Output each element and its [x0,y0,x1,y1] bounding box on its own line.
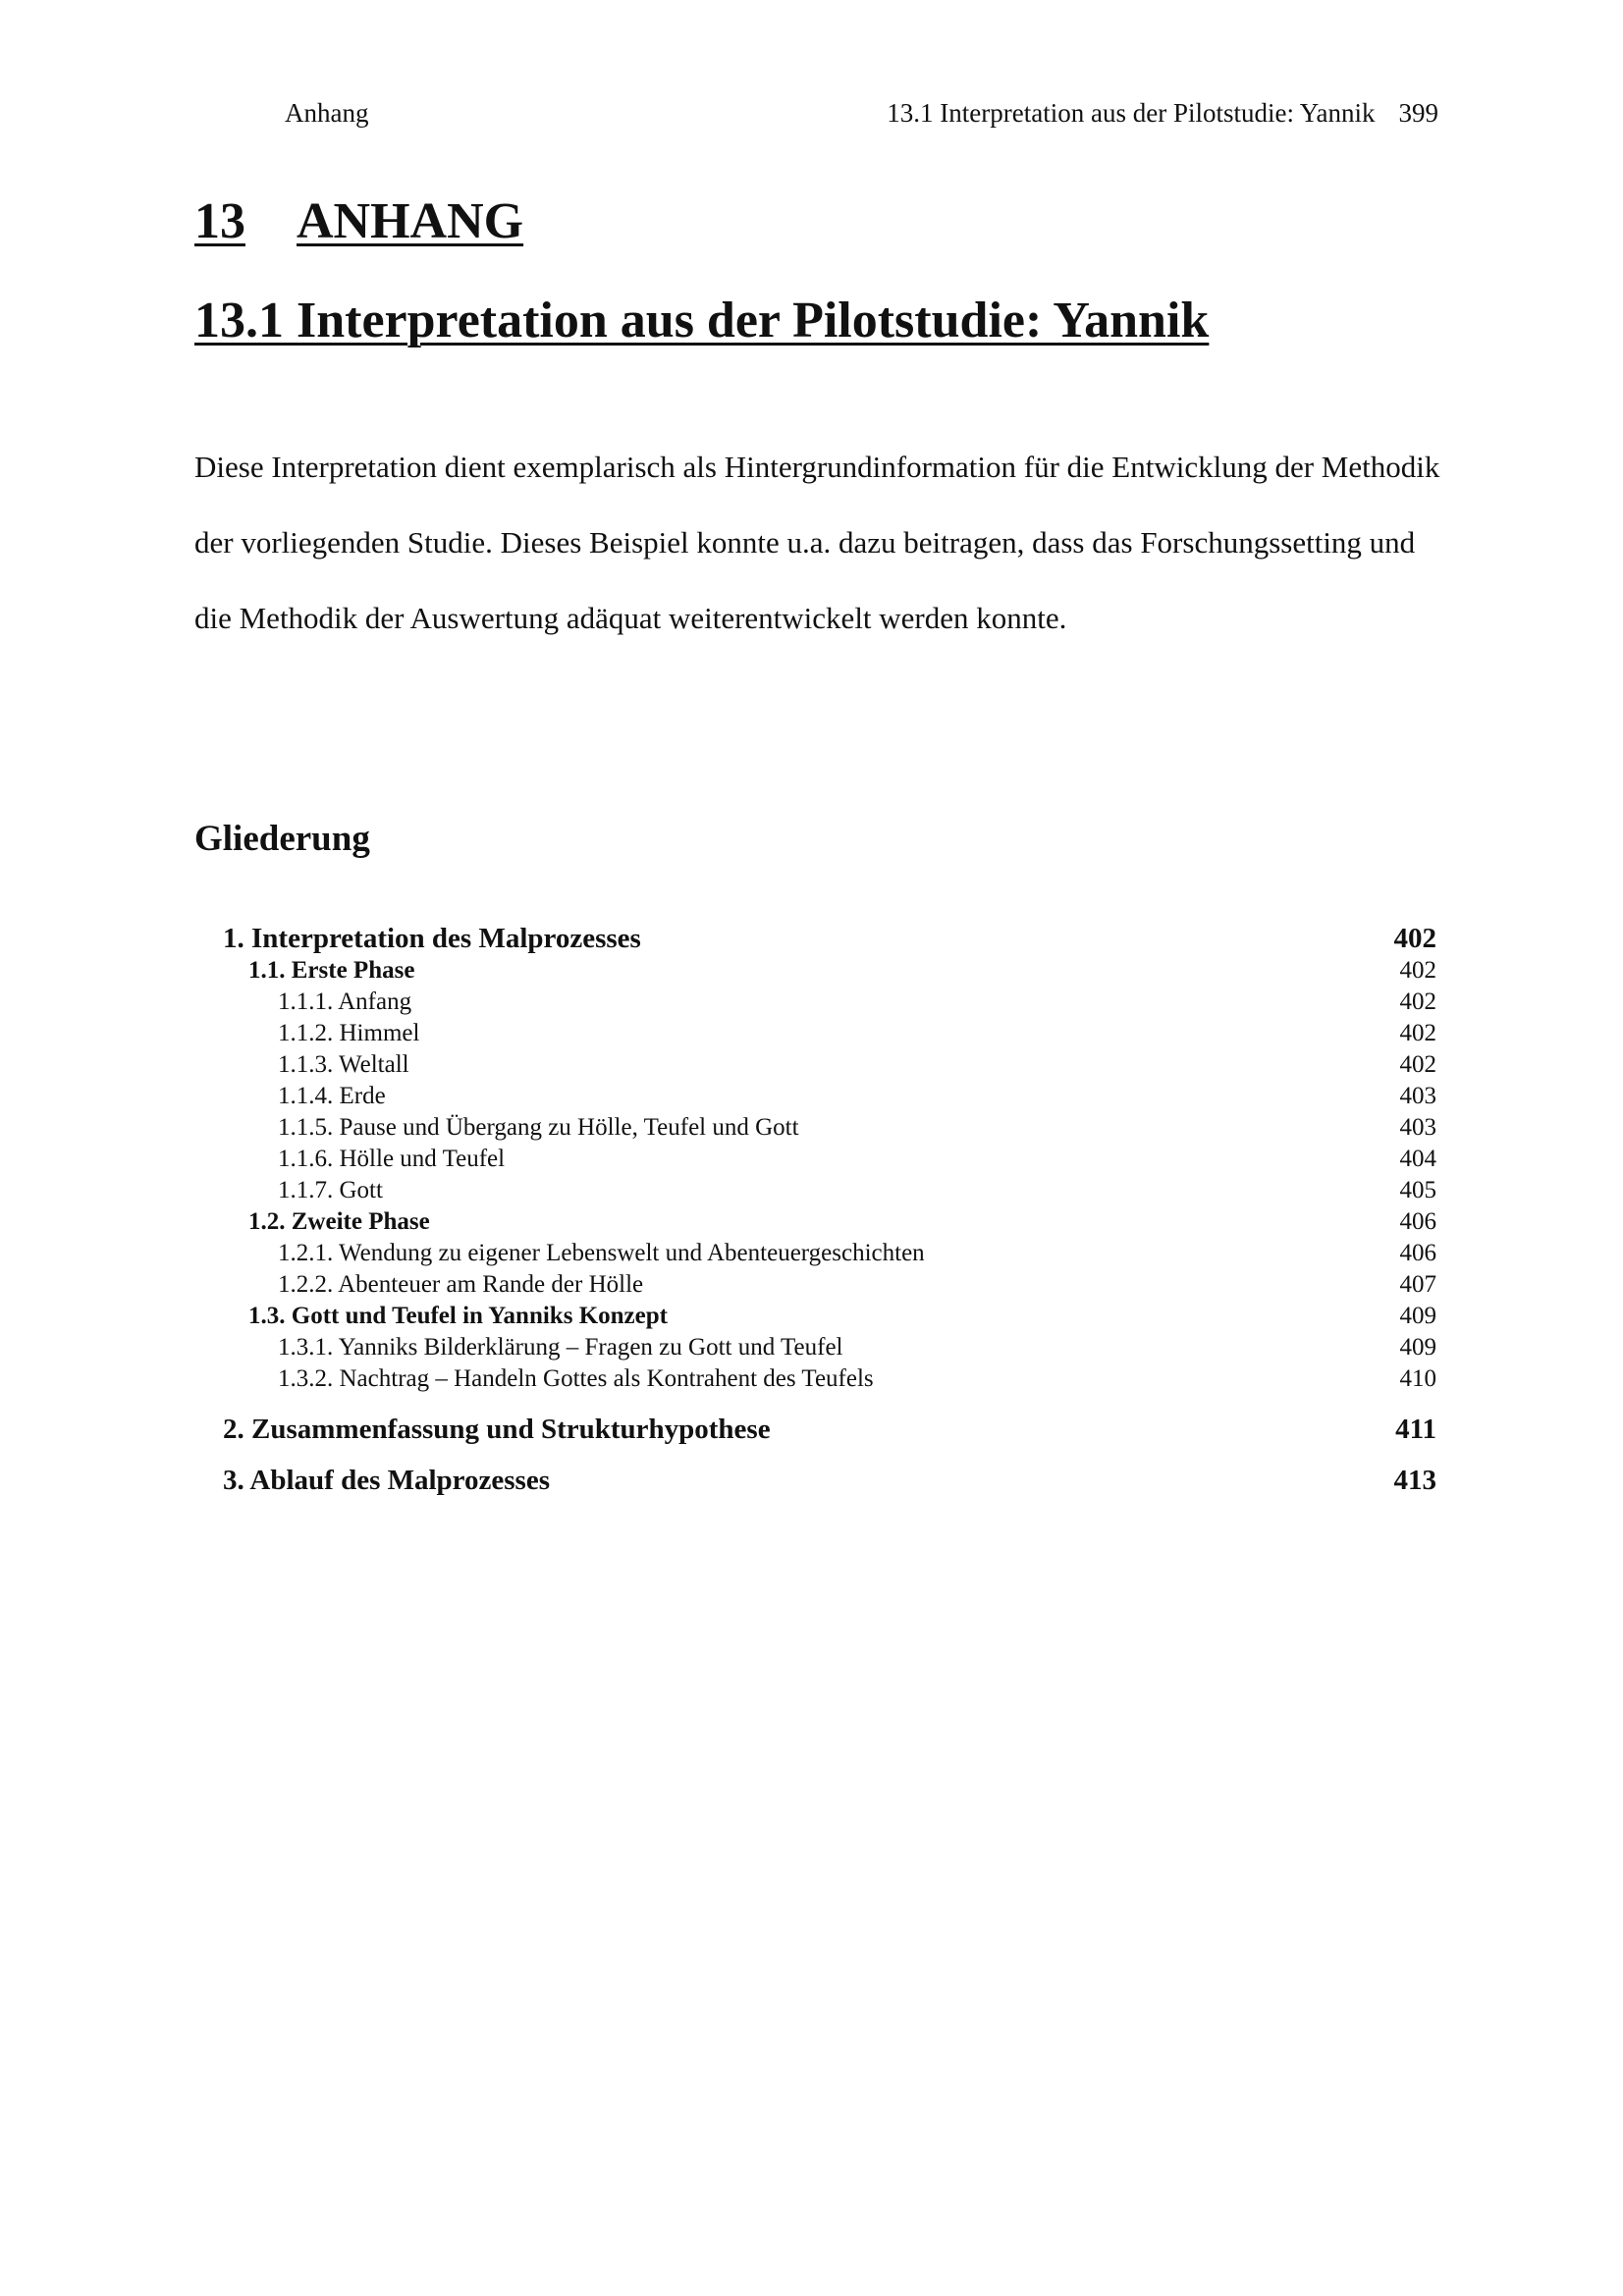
section-heading: 13.1 Interpretation aus der Pilotstudie: Yannik [194,293,1210,348]
toc-entry-title: 1.1. Erste Phase [248,957,415,984]
toc-entry-page: 403 [1399,1083,1436,1109]
chapter-title: ANHANG [297,193,524,249]
toc-entry-page: 402 [1399,1051,1436,1078]
gliederung-heading: Gliederung [194,819,370,859]
toc-entry-title: 1.1.4. Erde [278,1083,386,1109]
toc-entry-page: 406 [1399,1240,1436,1266]
toc-entry-title: 1.2. Zweite Phase [248,1208,430,1235]
chapter-heading [194,192,523,250]
toc-entry-page: 402 [1399,988,1436,1015]
toc-entry-title: 1. Interpretation des Malprozesses [223,923,641,954]
running-header-left: Anhang [285,98,369,128]
toc-entry-title: 1.1.3. Weltall [278,1051,409,1078]
toc-entry-title: 1.1.1. Anfang [278,988,412,1015]
toc-entry-title: 1.1.7. Gott [278,1177,383,1203]
chapter-number: 13 [194,193,245,249]
toc-entry-page: 402 [1399,1020,1436,1046]
toc-entry-page: 402 [1393,923,1436,954]
toc-entry-title: 1.1.2. Himmel [278,1020,420,1046]
toc-entry-title: 1.3. Gott und Teufel in Yanniks Konzept [248,1303,668,1329]
toc-entry-title: 1.2.1. Wendung zu eigener Lebenswelt und Abenteuergeschichten [278,1240,925,1266]
toc-entry-title: 1.1.6. Hölle und Teufel [278,1146,506,1172]
toc-entry-page: 404 [1399,1146,1436,1172]
toc-entry-title: 1.2.2. Abenteuer am Rande der Hölle [278,1271,644,1298]
toc-entry-page: 403 [1399,1114,1436,1141]
toc-entry-title: 2. Zusammenfassung und Strukturhypothese [223,1414,771,1445]
toc-entry-title: 3. Ablauf des Malprozesses [223,1465,550,1496]
toc-entry-title: 1.3.2. Nachtrag – Handeln Gottes als Kontrahent des Teufels [278,1365,874,1392]
toc-entry-page: 411 [1395,1414,1436,1445]
page-number: 399 [1398,98,1438,128]
intro-paragraph: Diese Interpretation dient exemplarisch als Hintergrundinformation für die Entwicklung der Methodik der vorliegenden Studie. Dieses Beispiel konnte u.a. dazu beitragen, dass das Forschungssetting und die Methodik der Auswertung adäquat weiterentwickelt werden konnte. [194,450,1440,635]
toc-entry-page: 410 [1399,1365,1436,1392]
toc-entry-page: 407 [1399,1271,1436,1298]
toc-entry-page: 402 [1399,957,1436,984]
toc-entry-page: 409 [1399,1334,1436,1361]
toc-entry-page: 409 [1399,1303,1436,1329]
toc-entry-page: 405 [1399,1177,1436,1203]
toc-entry-page: 406 [1399,1208,1436,1235]
toc-entry-page: 413 [1393,1465,1436,1496]
toc-entry-title: 1.1.5. Pause und Übergang zu Hölle, Teufel und Gott [278,1114,799,1141]
running-header-title: 13.1 Interpretation aus der Pilotstudie: Yannik [887,98,1376,128]
toc-entry-title: 1.3.1. Yanniks Bilderklärung – Fragen zu Gott und Teufel [278,1334,843,1361]
running-header-right [887,98,1438,129]
